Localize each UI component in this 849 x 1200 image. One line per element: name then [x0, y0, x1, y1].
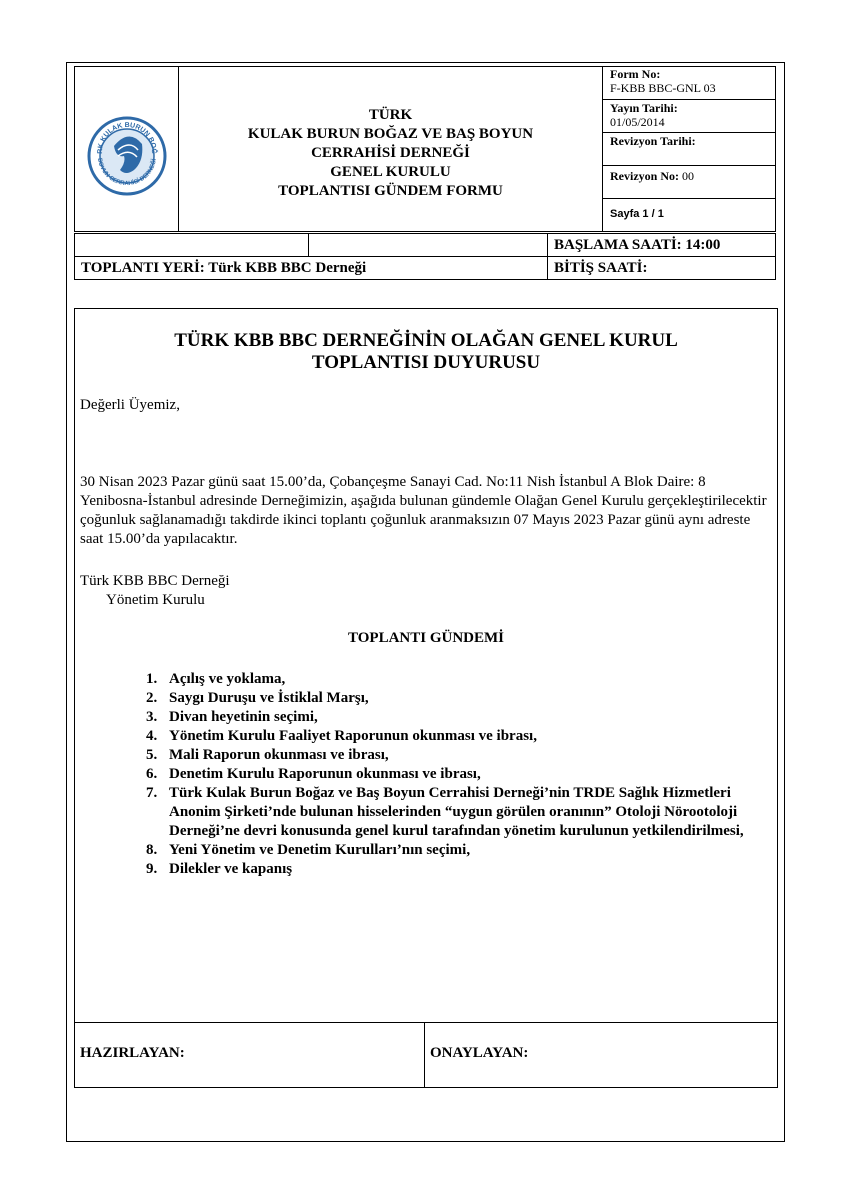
agenda-text: Mali Raporun okunması ve ibrası,	[169, 747, 389, 763]
agenda-number: 3.	[146, 709, 158, 725]
list-item	[146, 708, 776, 727]
publish-date-label: Yayın Tarihi:	[610, 101, 678, 115]
list-item	[146, 746, 776, 765]
title-line-3: CERRAHİSİ DERNEĞİ	[311, 144, 470, 161]
form-title	[179, 66, 603, 232]
logo-cell	[74, 66, 179, 232]
signature-board: Yönetim Kurulu	[106, 592, 205, 608]
agenda-text: Yönetim Kurulu Faaliyet Raporunun okunması ve ibrası,	[169, 728, 537, 744]
agenda-text: Açılış ve yoklama,	[169, 671, 286, 687]
notice-title	[74, 330, 778, 374]
agenda-number: 8.	[146, 842, 158, 858]
footer-col-divider	[424, 1022, 425, 1088]
title-line-5: TOPLANTISI GÜNDEM FORMU	[278, 182, 503, 199]
end-time: BİTİŞ SAATİ:	[554, 260, 648, 276]
meeting-cell-divider	[308, 233, 309, 256]
agenda-number: 6.	[146, 766, 158, 782]
agenda-number: 5.	[146, 747, 158, 763]
agenda-text: Saygı Duruşu ve İstiklal Marşı,	[169, 690, 369, 706]
prepared-by-label: HAZIRLAYAN:	[80, 1045, 185, 1061]
approved-by-label: ONAYLAYAN:	[430, 1045, 529, 1061]
agenda-title: TOPLANTI GÜNDEMİ	[348, 630, 504, 646]
agenda-number: 2.	[146, 690, 158, 706]
agenda-text: Denetim Kurulu Raporunun okunması ve ibrası,	[169, 766, 481, 782]
agenda-number: 9.	[146, 861, 158, 877]
start-time: BAŞLAMA SAATİ: 14:00	[554, 237, 721, 253]
publish-date-value: 01/05/2014	[610, 115, 665, 129]
revision-no-label: Revizyon No:	[610, 169, 679, 183]
notice-title-line-2: TOPLANTISI DUYURUSU	[311, 352, 541, 373]
agenda-text: Divan heyetinin seçimi,	[169, 709, 318, 725]
greeting: Değerli Üyemiz,	[80, 397, 180, 413]
list-item	[146, 765, 776, 784]
revision-date-label: Revizyon Tarihi:	[610, 134, 696, 148]
list-item	[146, 784, 776, 841]
logo-text-bottom: BOYUN CERRAHİSİ DERNEĞİ	[96, 157, 158, 188]
agenda-text: Türk Kulak Burun Boğaz ve Baş Boyun Cerrahisi Derneği’nin TRDE Sağlık Hizmetleri Anonim Şirketi’nde bulunan hisselerinden “uygun görülen oranının” Otoloji Nörootoloji Derneği’ne devri konusunda genel kurul tarafından yönetim kurulunun yetkilendirilmesi,	[169, 785, 744, 839]
logo-text-top: RK KULAK BURUN BOĞ	[96, 121, 158, 154]
list-item	[146, 689, 776, 708]
notice-title-line-1: TÜRK KBB BBC DERNEĞİNİN OLAĞAN GENEL KURUL	[174, 330, 678, 351]
form-no-label: Form No:	[610, 67, 661, 81]
list-item	[146, 670, 776, 689]
revision-date-row	[603, 133, 776, 166]
agenda-text: Yeni Yönetim ve Denetim Kurulları’nın seçimi,	[169, 842, 471, 858]
page-number: Sayfa 1 / 1	[610, 208, 664, 220]
footer-divider	[74, 1022, 778, 1023]
revision-no-row	[603, 166, 776, 199]
title-line-2: KULAK BURUN BOĞAZ VE BAŞ BOYUN	[247, 125, 534, 142]
list-item	[146, 860, 776, 879]
association-logo	[74, 66, 179, 232]
page-number-row	[603, 199, 776, 232]
agenda-number: 7.	[146, 785, 158, 801]
agenda-number: 4.	[146, 728, 158, 744]
signature-org: Türk KBB BBC Derneği	[80, 573, 230, 589]
agenda-list	[146, 670, 776, 879]
list-item	[146, 841, 776, 860]
form-no-value: F-KBB BBC-GNL 03	[610, 81, 716, 95]
title-line-4: GENEL KURULU	[330, 163, 451, 180]
list-item	[146, 727, 776, 746]
form-no-row	[603, 66, 776, 100]
revision-no-value: 00	[682, 169, 694, 183]
publish-date-row	[603, 100, 776, 133]
agenda-number: 1.	[146, 671, 158, 687]
title-line-1: TÜRK	[368, 106, 413, 123]
agenda-text: Dilekler ve kapanış	[169, 861, 293, 877]
notice-body: 30 Nisan 2023 Pazar günü saat 15.00’da, Çobançeşme Sanayi Cad. No:11 Nish İstanbul A Blok Daire: 8 Yenibosna-İstanbul adresinde Derneğimizin, aşağıda bulunan gündemle Olağan Genel Kurulu gerçekleştirilecektir çoğunluk sağlanamadığı takdirde ikinci toplantı çoğunluk aranmaksızın 07 Mayıs 2023 Pazar günü aynı adreste saat 15.00’da yapılacaktır.	[80, 474, 767, 547]
meeting-place: TOPLANTI YERİ: Türk KBB BBC Derneği	[81, 260, 367, 276]
